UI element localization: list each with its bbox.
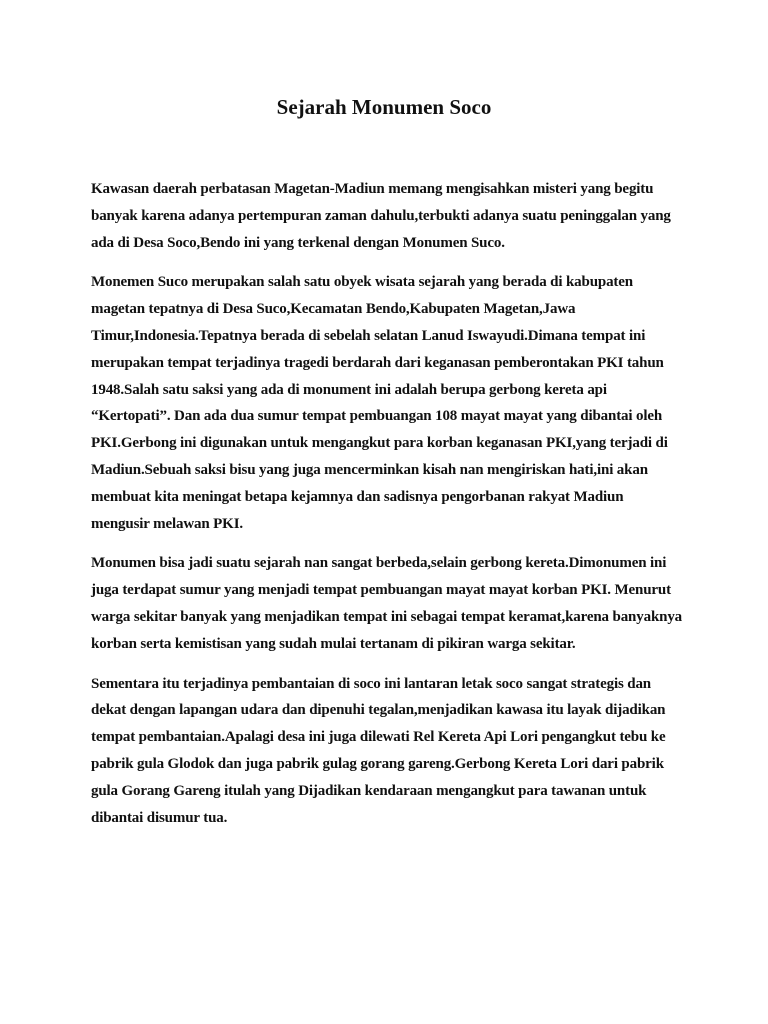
paragraph-1: Kawasan daerah perbatasan Magetan-Madiun memang mengisahkan misteri yang begitu banyak karena adanya pertempuran zaman dahulu,terbukti adanya suatu peninggalan yang ada di Desa Soco,Bendo ini yang terkenal dengan Monumen Suco. bbox=[91, 181, 671, 251]
paragraph-2: Monemen Suco merupakan salah satu obyek wisata sejarah yang berada di kabupaten magetan tepatnya di Desa Suco,Kecamatan Bendo,Kabupaten Magetan,Jawa Timur,Indonesia.Tepatnya berada di sebelah selatan Lanud Iswayudi.Dimana tempat ini merupakan tempat terjadinya tragedi berdarah dari keganasan pemberontakan PKI tahun 1948.Salah satu saksi yang ada di monument ini adalah berupa gerbong kereta api “Kertopati”. Dan ada dua sumur tempat pembuangan 108 mayat mayat yang dibantai oleh PKI.Gerbong ini digunakan untuk mengangkut para korban keganasan PKI,yang terjadi di Madiun.Sebuah saksi bisu yang juga mencerminkan kisah nan mengiriskan hati,ini akan membuat kita meningat betapa kejamnya dan sadisnya pengorbanan rakyat Madiun mengusir melawan PKI. bbox=[91, 274, 668, 532]
document-body bbox=[91, 176, 683, 844]
paragraph-3: Monumen bisa jadi suatu sejarah nan sangat berbeda,selain gerbong kereta.Dimonumen ini juga terdapat sumur yang menjadi tempat pembuangan mayat mayat korban PKI. Menurut warga sekitar banyak yang menjadikan tempat ini sebagai tempat keramat,karena banyaknya korban serta kemistisan yang sudah mulai tertanam di pikiran warga sekitar. bbox=[91, 555, 683, 652]
paragraph-4: Sementara itu terjadinya pembantaian di soco ini lantaran letak soco sangat strategis dan dekat dengan lapangan udara dan dipenuhi tegalan,menjadikan kawasa itu layak dijadikan tempat pembantaian.Apalagi desa ini juga dilewati Rel Kereta Api Lori pengangkut tebu ke pabrik gula Glodok dan juga pabrik gulag gorang gareng.Gerbong Kereta Lori dari pabrik gula Gorang Gareng itulah yang Dijadikan kendaraan mengangkut para tawanan untuk dibantai disumur tua. bbox=[91, 675, 666, 826]
document-title: Sejarah Monumen Soco bbox=[276, 95, 492, 119]
